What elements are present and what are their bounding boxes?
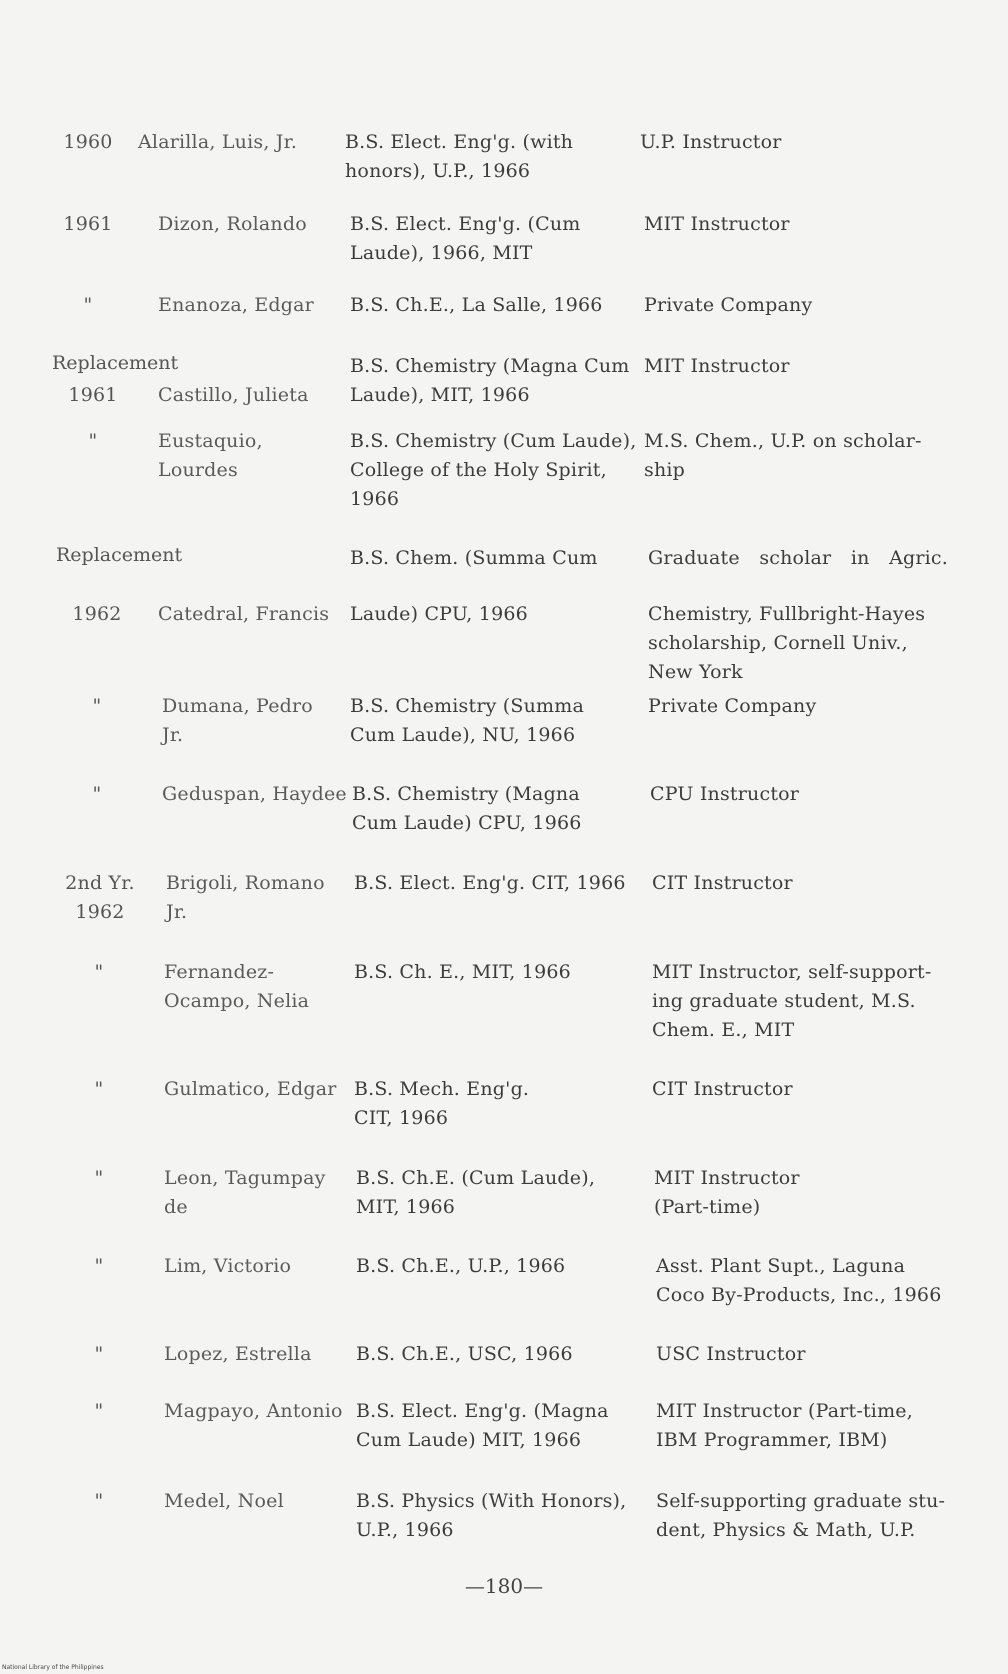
position-cell: Asst. Plant Supt., Laguna Coco By-Products, Inc., 1966 [656, 1255, 942, 1306]
year-cell: " [92, 695, 102, 717]
position-cell: Chemistry, Fullbright-Hayes scholarship, Cornell Univ., New York [648, 603, 926, 683]
degree-cell: B.S. Elect. Eng'g. (with honors), U.P., 1966 [345, 131, 574, 182]
name-cell: Catedral, Francis [158, 603, 330, 625]
year-cell: " [94, 1490, 104, 1512]
position-cell: MIT Instructor [644, 213, 790, 235]
position-cell: CIT Instructor [652, 1078, 793, 1100]
name-cell: Medel, Noel [164, 1490, 284, 1512]
replacement-label: Replacement [52, 352, 179, 374]
name-cell: Eustaquio, Lourdes [158, 430, 263, 481]
position-cell: MIT Instructor (Part-time) [654, 1167, 800, 1218]
year-cell: 1961 [63, 213, 113, 235]
position-cell: CIT Instructor [652, 872, 793, 894]
year-cell: " [94, 961, 104, 983]
degree-cell: B.S. Ch.E. (Cum Laude), MIT, 1966 [356, 1167, 596, 1218]
degree-cell: B.S. Chemistry (Summa Cum Laude), NU, 1966 [350, 695, 584, 746]
degree-cell: B.S. Physics (With Honors), U.P., 1966 [356, 1490, 627, 1541]
position-cell: Graduate scholar in Agric. [648, 547, 948, 569]
name-cell: Leon, Tagumpay de [164, 1167, 326, 1218]
degree-cell: B.S. Chem. (Summa Cum [350, 547, 598, 569]
year-cell: " [94, 1167, 104, 1189]
degree-cell: B.S. Elect. Eng'g. (Cum Laude), 1966, MIT [350, 213, 581, 264]
year-cell: 1962 [72, 603, 122, 625]
library-credit: National Library of the Philippines [2, 1664, 104, 1671]
position-cell: Private Company [644, 294, 813, 316]
name-cell: Enanoza, Edgar [158, 294, 314, 316]
year-cell: 1961 [68, 384, 118, 406]
year-cell: " [94, 1255, 104, 1277]
replacement-label: Replacement [56, 544, 183, 566]
position-cell: U.P. Instructor [640, 131, 782, 153]
year-cell: " [94, 1078, 104, 1100]
year-cell: 2nd Yr. 1962 [65, 872, 135, 923]
degree-cell: B.S. Ch. E., MIT, 1966 [354, 961, 571, 983]
position-cell: Private Company [648, 695, 817, 717]
degree-cell: B.S. Ch.E., La Salle, 1966 [350, 294, 603, 316]
name-cell: Geduspan, Haydee [162, 783, 347, 805]
degree-cell: B.S. Ch.E., USC, 1966 [356, 1343, 573, 1365]
degree-cell: B.S. Chemistry (Cum Laude), College of the Holy Spirit, 1966 [350, 430, 637, 510]
position-cell: Self-supporting graduate stu- dent, Physics & Math, U.P. [656, 1490, 946, 1541]
name-cell: Fernandez- Ocampo, Nelia [164, 961, 310, 1012]
year-cell: " [92, 783, 102, 805]
name-cell: Lim, Victorio [164, 1255, 292, 1277]
position-cell: M.S. Chem., U.P. on scholar- ship [644, 430, 922, 481]
degree-cell: B.S. Chemistry (Magna Cum Laude), MIT, 1966 [350, 355, 630, 406]
name-cell: Alarilla, Luis, Jr. [138, 131, 298, 153]
degree-cell: B.S. Mech. Eng'g. CIT, 1966 [354, 1078, 530, 1129]
year-cell: " [94, 1400, 104, 1422]
page-number: —180— [464, 1574, 544, 1598]
position-cell: MIT Instructor, self-support- ing graduate student, M.S. Chem. E., MIT [652, 961, 932, 1041]
name-cell: Dizon, Rolando [158, 213, 307, 235]
position-cell: CPU Instructor [650, 783, 800, 805]
name-cell: Dumana, Pedro Jr. [162, 695, 313, 746]
year-cell: " [88, 430, 98, 452]
year-cell: 1960 [63, 131, 113, 153]
name-cell: Lopez, Estrella [164, 1343, 312, 1365]
position-cell: MIT Instructor [644, 355, 790, 377]
name-cell: Magpayo, Antonio [164, 1400, 343, 1422]
name-cell: Gulmatico, Edgar [164, 1078, 337, 1100]
degree-cell: Laude) CPU, 1966 [350, 603, 528, 625]
year-cell: " [83, 294, 93, 316]
degree-cell: B.S. Chemistry (Magna Cum Laude) CPU, 1966 [352, 783, 582, 834]
degree-cell: B.S. Ch.E., U.P., 1966 [356, 1255, 566, 1277]
degree-cell: B.S. Elect. Eng'g. (Magna Cum Laude) MIT, 1966 [356, 1400, 609, 1451]
year-cell: " [94, 1343, 104, 1365]
name-cell: Castillo, Julieta [158, 384, 309, 406]
position-cell: MIT Instructor (Part-time, IBM Programmer, IBM) [656, 1400, 913, 1451]
name-cell: Brigoli, Romano Jr. [166, 872, 325, 923]
degree-cell: B.S. Elect. Eng'g. CIT, 1966 [354, 872, 626, 894]
position-cell: USC Instructor [656, 1343, 806, 1365]
